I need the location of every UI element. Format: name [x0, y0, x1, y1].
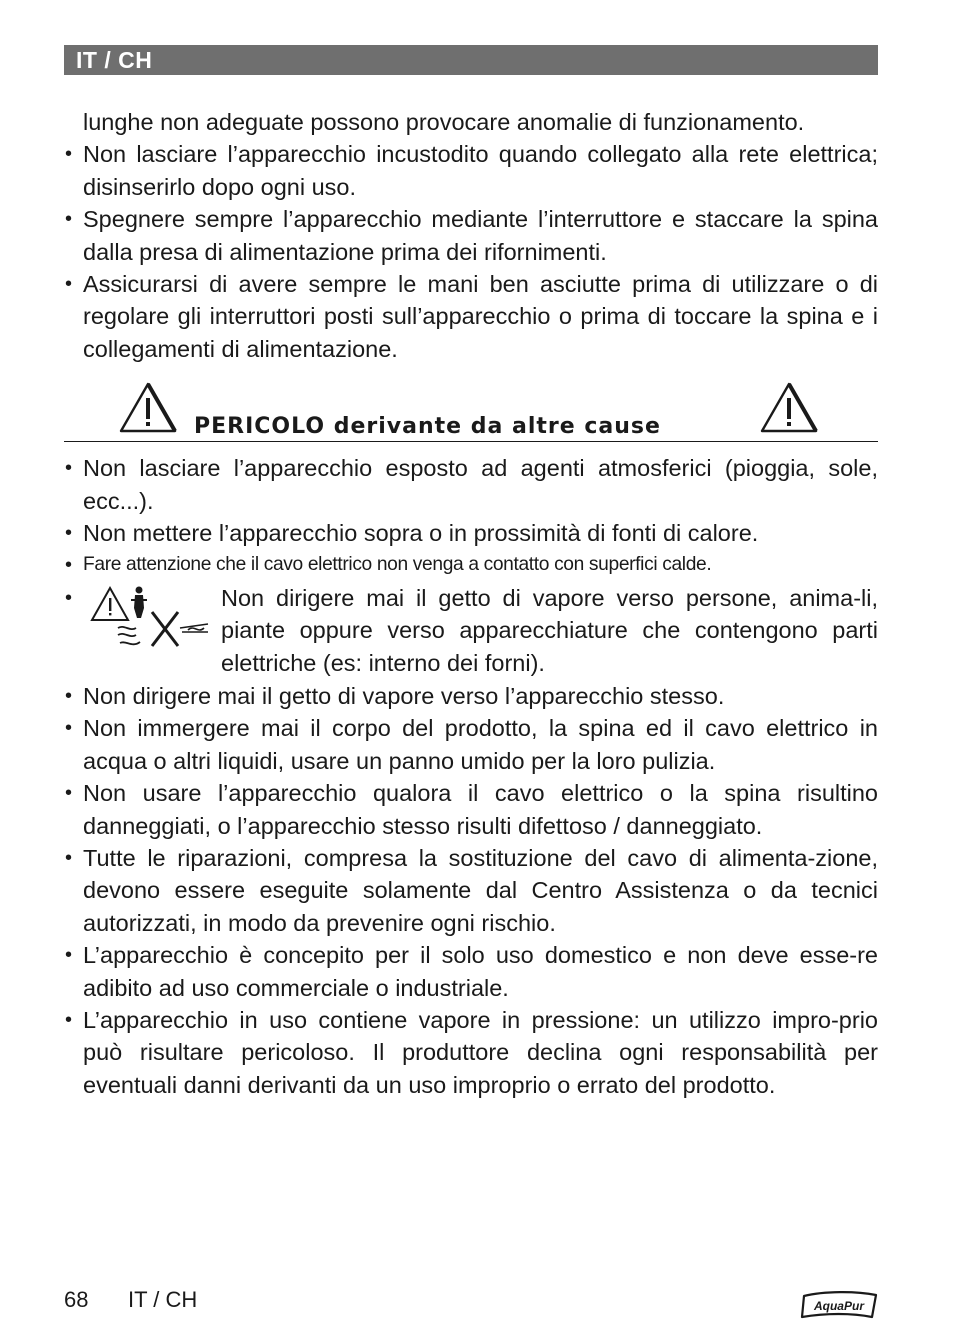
- bullet: •: [65, 143, 73, 166]
- no-steam-on-people-icon: [90, 582, 210, 652]
- warning-triangle-icon: [118, 381, 178, 435]
- bullet: •: [65, 457, 73, 480]
- aquapur-logo: [800, 1289, 880, 1321]
- list-item: [64, 939, 878, 1004]
- list-item: [64, 712, 878, 777]
- list-item-text: L’apparecchio è concepito per il solo uso domestico e non deve esse-re adibito ad uso commerciale o industriale.: [83, 942, 878, 1001]
- list-item-text: Non dirigere mai il getto di vapore verso persone, anima-li, piante oppure verso apparecchiature che contengono parti elettriche (es: interno dei forni).: [221, 584, 878, 676]
- list-item-text: Assicurarsi di avere sempre le mani ben asciutte prima di utilizzare o di regolare gli interruttori posti sull’apparecchio o prima di toccare la spina e i collegamenti di alimentazione.: [83, 271, 878, 362]
- page-number: 68: [64, 1287, 89, 1312]
- list-item-text: Non dirigere mai il getto di vapore verso l’apparecchio stesso.: [83, 682, 725, 709]
- bullet: •: [65, 846, 73, 869]
- list-item-text: Non mettere l’apparecchio sopra o in prossimità di fonti di calore.: [83, 520, 759, 547]
- list-item: [64, 517, 878, 549]
- list-item: [64, 1004, 878, 1101]
- list-item: [64, 680, 878, 712]
- section-heading: [64, 393, 878, 442]
- logo-text: AquaPur: [813, 1299, 865, 1313]
- bullet-list-danger: [64, 452, 878, 680]
- header-bar: [64, 45, 878, 75]
- list-item: [64, 268, 878, 365]
- list-item: [64, 452, 878, 517]
- list-item: [64, 777, 878, 842]
- list-item: [64, 203, 878, 268]
- list-item: [64, 549, 878, 581]
- footer-language-code: IT / CH: [128, 1287, 198, 1312]
- list-item: [64, 138, 878, 203]
- list-item-text: Non lasciare l’apparecchio incustodito quando collegato alla rete elettrica; disinserirlo dopo ogni uso.: [83, 141, 878, 200]
- intro-paragraph: lunghe non adeguate possono provocare anomalie di funzionamento.: [83, 109, 805, 135]
- bullet: •: [65, 782, 73, 805]
- bullet: •: [65, 522, 73, 545]
- bullet: •: [65, 717, 73, 740]
- bullet-list-top: [64, 138, 878, 365]
- page-content: [64, 106, 878, 1101]
- bullet: •: [65, 684, 73, 707]
- list-item-text: Non immergere mai il corpo del prodotto, la spina ed il cavo elettrico in acqua o altri liquidi, usare un panno umido per la loro pulizia.: [83, 715, 878, 774]
- list-item-text: Fare attenzione che il cavo elettrico non venga a contatto con superfici calde.: [83, 554, 712, 576]
- list-item-text: Tutte le riparazioni, compresa la sostituzione del cavo di alimenta-zione, devono essere eseguite solamente dal Centro Assistenza o da tecnici autorizzati, in modo da prevenire ogni rischio.: [83, 844, 878, 936]
- bullet: •: [65, 586, 73, 609]
- list-item: [64, 842, 878, 939]
- bullet: •: [65, 273, 73, 296]
- list-item-text: L’apparecchio in uso contiene vapore in pressione: un utilizzo impro-prio può risultare pericoloso. Il produttore declina ogni responsabilità per eventuali danni derivanti da un uso improprio o errato del prodotto.: [83, 1006, 878, 1098]
- list-item-text: Spegnere sempre l’apparecchio mediante l’interruttore e staccare la spina dalla presa di alimentazione prima dei rifornimenti.: [83, 206, 878, 265]
- list-item-with-icon: [64, 582, 878, 680]
- list-item-text: Non usare l’apparecchio qualora il cavo elettrico o la spina risultino danneggiati, o l’apparecchio stesso risulti difettoso / danneggiato.: [83, 780, 878, 839]
- bullet: •: [65, 1008, 73, 1031]
- bullet: •: [65, 554, 72, 577]
- bullet: •: [65, 944, 73, 967]
- section-title: PERICOLO derivante da altre cause: [194, 414, 661, 440]
- bullet: •: [65, 208, 73, 231]
- bullet-list-bottom: [64, 680, 878, 1101]
- list-item-text: Non lasciare l’apparecchio esposto ad agenti atmosferici (pioggia, sole, ecc...).: [83, 455, 878, 514]
- header-title: IT / CH: [76, 47, 153, 73]
- warning-triangle-icon: [759, 381, 819, 435]
